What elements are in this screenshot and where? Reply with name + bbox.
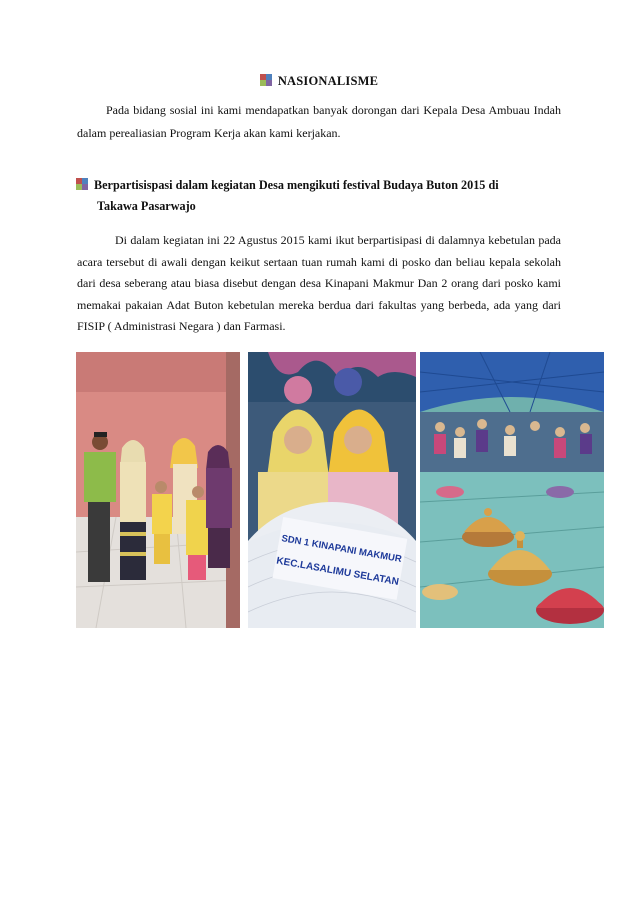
activity-heading-line1: Berpartisispasi dalam kegiatan Desa mengikuti festival Budaya Buton 2015 di (94, 178, 499, 192)
activity-heading (76, 175, 566, 217)
paragraph-intro: Pada bidang sosial ini kami mendapatkan banyak dorongan dari Kepala Desa Ambuau Indah dalam perealiasian Program Kerja akan kami kerjakan. (77, 103, 561, 140)
bullet-icon (260, 74, 272, 86)
photo-festival-tent (420, 352, 604, 628)
paragraph-activity: Di dalam kegiatan ini 22 Agustus 2015 kami ikut berpartisipasi di dalamnya kebetulan pada acara tersebut di awali dengan keikut sertaan tuan rumah kami di posko dan beliau kepala sekolah dari desa seberang atau biasa disebut dengan desa Kinapani Makmur Dan 2 orang dari posko kami memakai pakaian Adat Buton kebetulan mereka berdua dari fakultas yang berbeda, ada yang dari FISIP ( Administrasi Negara ) dan Farmasi. (77, 233, 561, 334)
activity-heading-line2: Takawa Pasarwajo (97, 199, 196, 213)
photo-group-wall (76, 352, 240, 628)
sign-text-line1: SDN 1 KINAPANI MAKMUR (280, 533, 403, 566)
bullet-icon (76, 178, 88, 190)
sign-text-line2: KEC.LASALIMU SELATAN (275, 555, 400, 588)
photo-sign-school (248, 352, 416, 628)
heading-text: NASIONALISME (277, 74, 379, 88)
section-heading (0, 74, 638, 89)
